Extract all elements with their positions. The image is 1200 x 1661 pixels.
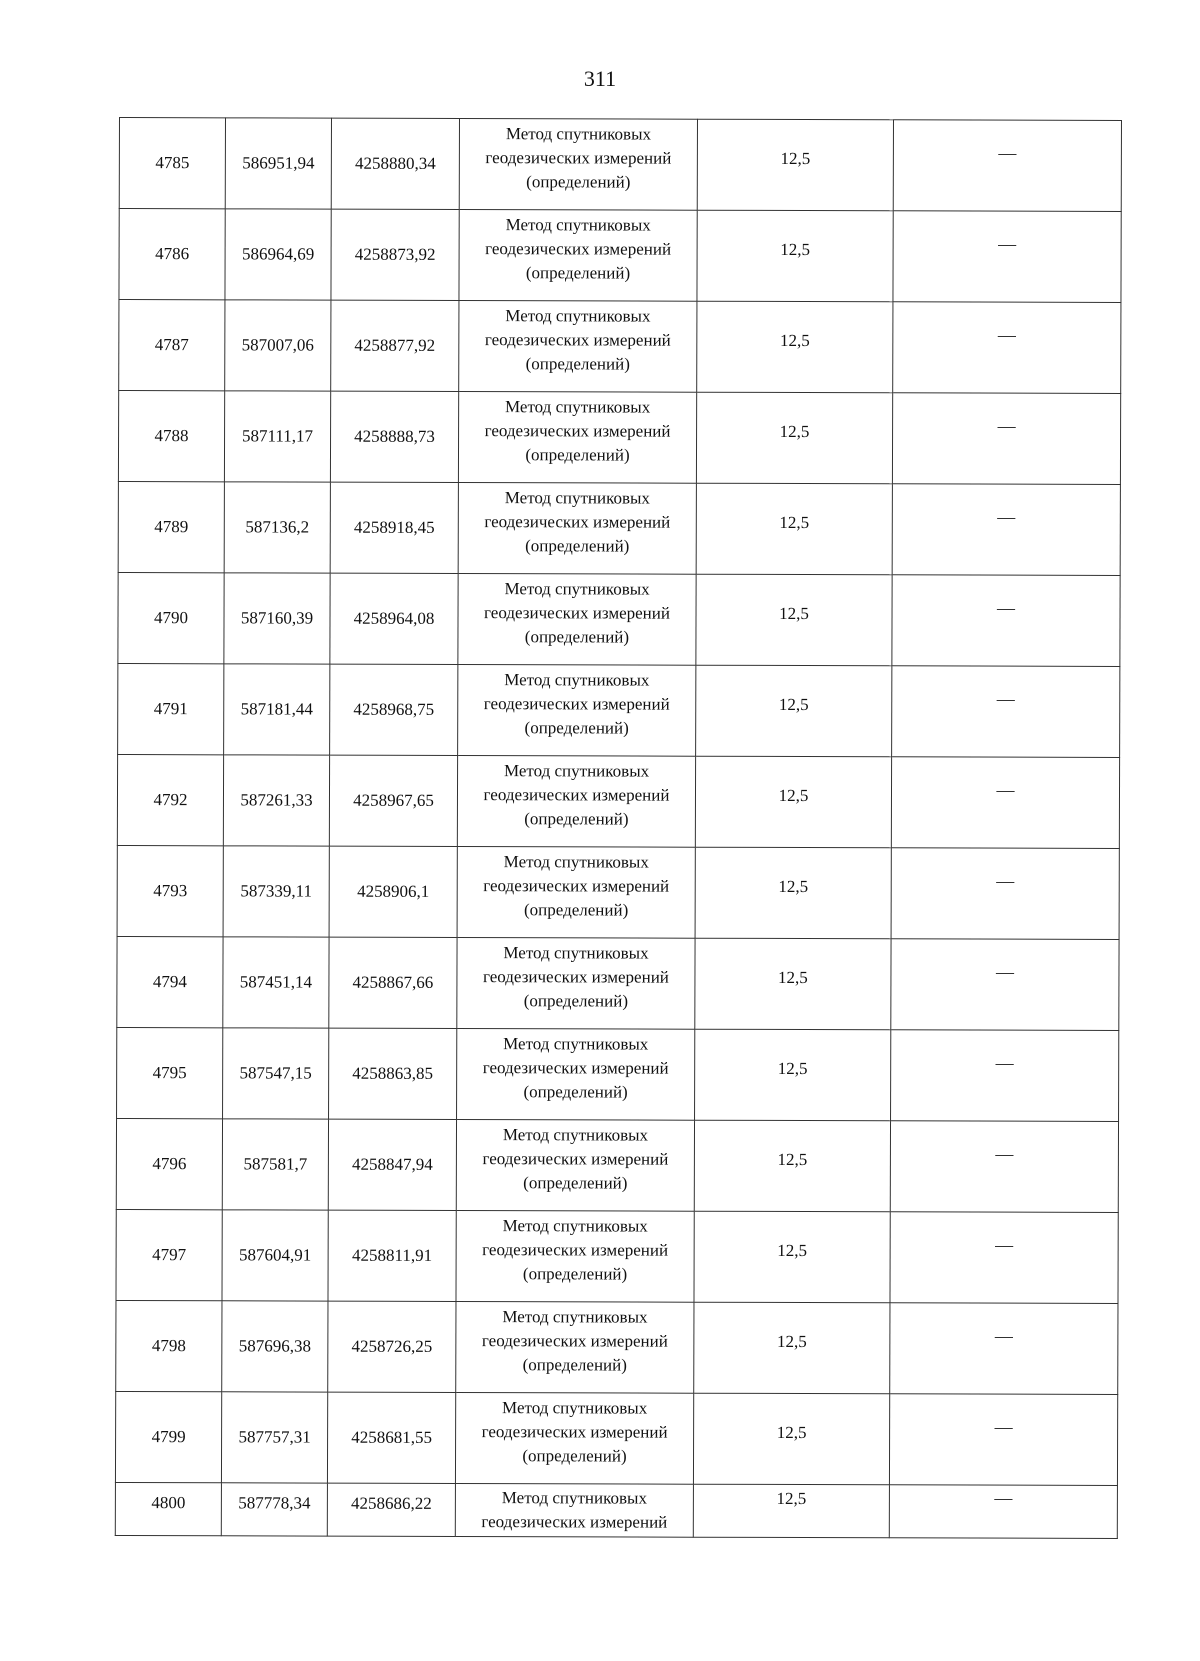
note-cell: — [890, 1303, 1118, 1395]
note-cell: — [892, 575, 1120, 667]
accuracy-cell: 12,5 [693, 1484, 889, 1538]
note-cell: — [889, 1394, 1117, 1486]
method-cell [457, 756, 695, 848]
method-text: Метод спутниковых геодезических измерений (определений) [484, 306, 671, 374]
note-cell: — [892, 666, 1120, 758]
note-cell: — [891, 848, 1119, 940]
x-coordinate-cell: 587181,44 [224, 664, 330, 755]
y-coordinate-cell: 4258968,75 [330, 664, 458, 755]
point-number-cell: 4791 [118, 663, 224, 754]
point-number-cell: 4800 [115, 1482, 221, 1535]
coordinates-table-container [115, 117, 1121, 1539]
point-number-cell: 4794 [117, 936, 223, 1027]
note-cell: — [890, 1212, 1118, 1304]
accuracy-cell: 12,5 [697, 301, 893, 393]
y-coordinate-cell: 4258681,55 [327, 1392, 455, 1483]
table-row [118, 663, 1120, 757]
point-number-cell: 4789 [118, 481, 224, 572]
table-row [119, 300, 1121, 394]
method-text: Метод спутниковых геодезических измерений (определений) [485, 124, 672, 192]
accuracy-cell: 12,5 [697, 119, 893, 211]
point-number-cell: 4786 [119, 209, 225, 300]
accuracy-cell: 12,5 [695, 847, 891, 939]
x-coordinate-cell: 587581,7 [222, 1119, 328, 1210]
accuracy-cell: 12,5 [694, 1211, 890, 1303]
x-coordinate-cell: 587111,17 [224, 391, 330, 482]
x-coordinate-cell: 587136,2 [224, 482, 330, 573]
y-coordinate-cell: 4258863,85 [329, 1028, 457, 1119]
method-cell [458, 392, 696, 484]
note-cell: — [891, 939, 1119, 1031]
table-row [116, 1209, 1118, 1303]
method-cell [459, 119, 697, 211]
method-cell [458, 483, 696, 575]
x-coordinate-cell: 587160,39 [224, 573, 330, 664]
y-coordinate-cell: 4258918,45 [330, 482, 458, 573]
y-coordinate-cell: 4258726,25 [328, 1301, 456, 1392]
method-cell [459, 301, 697, 393]
table-row [118, 391, 1120, 485]
x-coordinate-cell: 587757,31 [221, 1392, 327, 1483]
method-cell [456, 1120, 694, 1212]
point-number-cell: 4792 [117, 754, 223, 845]
table-row [115, 1391, 1117, 1485]
table-row [115, 1482, 1117, 1538]
point-number-cell: 4787 [119, 300, 225, 391]
accuracy-cell: 12,5 [696, 483, 892, 575]
point-number-cell: 4785 [119, 118, 225, 209]
method-cell [458, 665, 696, 757]
accuracy-cell: 12,5 [695, 756, 891, 848]
method-text: Метод спутниковых геодезических измерений (определений) [482, 1034, 669, 1102]
accuracy-cell: 12,5 [694, 1302, 890, 1394]
coordinates-table [115, 117, 1122, 1539]
accuracy-cell: 12,5 [695, 938, 891, 1030]
x-coordinate-cell: 586964,69 [225, 209, 331, 300]
accuracy-cell: 12,5 [697, 210, 893, 302]
method-text: Метод спутниковых геодезических измерений [481, 1488, 668, 1532]
method-cell [457, 847, 695, 939]
note-cell: — [893, 302, 1121, 394]
accuracy-cell: 12,5 [695, 1029, 891, 1121]
point-number-cell: 4790 [118, 572, 224, 663]
method-cell [457, 938, 695, 1030]
y-coordinate-cell: 4258906,1 [329, 846, 457, 937]
table-row [117, 754, 1119, 848]
table-row [116, 1118, 1118, 1212]
x-coordinate-cell: 587007,06 [225, 300, 331, 391]
accuracy-cell: 12,5 [696, 574, 892, 666]
note-cell: — [891, 757, 1119, 849]
point-number-cell: 4797 [116, 1209, 222, 1300]
point-number-cell: 4796 [116, 1118, 222, 1209]
x-coordinate-cell: 587339,11 [223, 846, 329, 937]
accuracy-cell: 12,5 [696, 665, 892, 757]
table-row [119, 118, 1121, 212]
method-text: Метод спутниковых геодезических измерений (определений) [484, 397, 671, 465]
method-cell [456, 1211, 694, 1303]
method-text: Метод спутниковых геодезических измерений (определений) [482, 1216, 669, 1284]
note-cell: — [893, 211, 1121, 303]
note-cell: — [889, 1485, 1117, 1539]
accuracy-cell: 12,5 [694, 1120, 890, 1212]
accuracy-cell: 12,5 [693, 1393, 889, 1485]
y-coordinate-cell: 4258811,91 [328, 1210, 456, 1301]
y-coordinate-cell: 4258964,08 [330, 573, 458, 664]
method-cell [455, 1484, 693, 1538]
note-cell: — [892, 484, 1120, 576]
method-cell [455, 1393, 693, 1485]
x-coordinate-cell: 587604,91 [222, 1210, 328, 1301]
y-coordinate-cell: 4258873,92 [331, 209, 459, 300]
method-cell [457, 1029, 695, 1121]
x-coordinate-cell: 587547,15 [223, 1028, 329, 1119]
table-row [118, 572, 1120, 666]
page-number: 311 [583, 66, 617, 91]
point-number-cell: 4798 [116, 1300, 222, 1391]
note-cell: — [890, 1121, 1118, 1213]
x-coordinate-cell: 587261,33 [223, 755, 329, 846]
x-coordinate-cell: 586951,94 [225, 118, 331, 209]
x-coordinate-cell: 587778,34 [221, 1483, 327, 1536]
table-row [117, 1027, 1119, 1121]
table-row [117, 845, 1119, 939]
method-text: Метод спутниковых геодезических измерений (определений) [482, 943, 669, 1011]
method-text: Метод спутниковых геодезических измерений (определений) [483, 852, 670, 920]
method-text: Метод спутниковых геодезических измерений (определений) [482, 1125, 669, 1193]
table-row [117, 936, 1119, 1030]
point-number-cell: 4799 [115, 1391, 221, 1482]
y-coordinate-cell: 4258877,92 [331, 300, 459, 391]
x-coordinate-cell: 587696,38 [222, 1301, 328, 1392]
y-coordinate-cell: 4258888,73 [330, 391, 458, 482]
method-cell [458, 574, 696, 666]
method-text: Метод спутниковых геодезических измерений (определений) [485, 215, 672, 283]
y-coordinate-cell: 4258880,34 [331, 118, 459, 209]
table-row [116, 1300, 1118, 1394]
method-text: Метод спутниковых геодезических измерений (определений) [484, 488, 671, 556]
method-text: Метод спутниковых геодезических измерений (определений) [484, 579, 671, 647]
y-coordinate-cell: 4258686,22 [327, 1483, 455, 1536]
table-body [115, 118, 1121, 1539]
note-cell: — [892, 393, 1120, 485]
accuracy-cell: 12,5 [696, 392, 892, 484]
x-coordinate-cell: 587451,14 [223, 937, 329, 1028]
y-coordinate-cell: 4258847,94 [328, 1119, 456, 1210]
note-cell: — [893, 120, 1121, 212]
table-row [118, 481, 1120, 575]
note-cell: — [891, 1030, 1119, 1122]
point-number-cell: 4793 [117, 845, 223, 936]
y-coordinate-cell: 4258867,66 [329, 937, 457, 1028]
method-text: Метод спутниковых геодезических измерений (определений) [483, 761, 670, 829]
point-number-cell: 4788 [118, 391, 224, 482]
table-row [119, 209, 1121, 303]
method-text: Метод спутниковых геодезических измерений (определений) [483, 670, 670, 738]
y-coordinate-cell: 4258967,65 [329, 755, 457, 846]
method-text: Метод спутниковых геодезических измерений (определений) [481, 1398, 668, 1466]
method-cell [459, 210, 697, 302]
method-cell [456, 1302, 694, 1394]
point-number-cell: 4795 [117, 1027, 223, 1118]
method-text: Метод спутниковых геодезических измерений (определений) [481, 1307, 668, 1375]
